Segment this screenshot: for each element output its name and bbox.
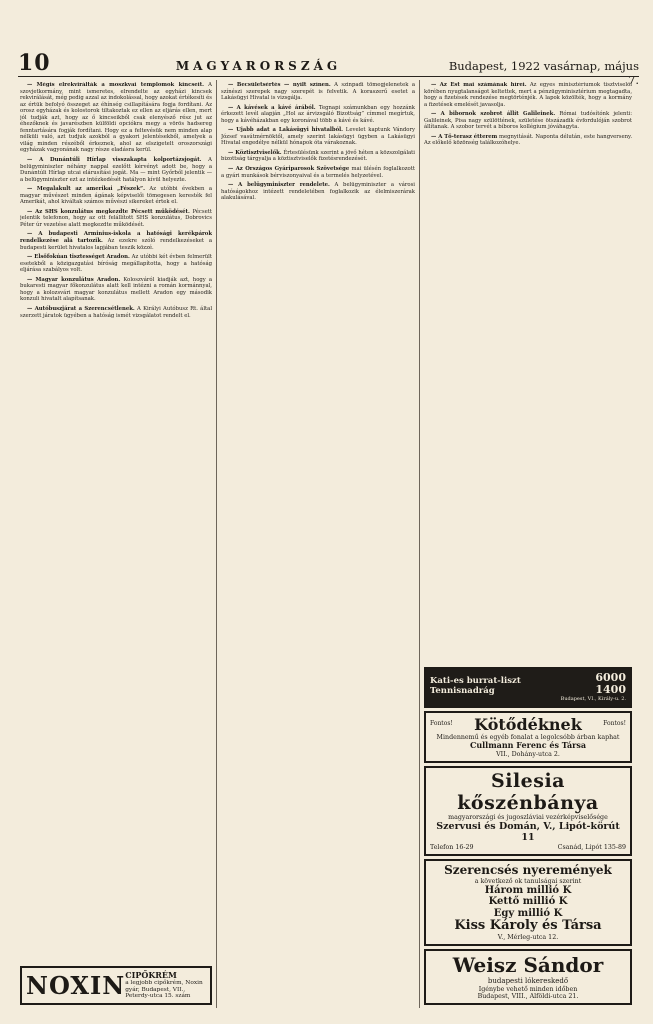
kotodeknek-label: Fontos! xyxy=(430,720,453,728)
szerencses-address: V., Mérleg-utca 12. xyxy=(497,934,559,942)
article xyxy=(20,306,212,319)
article-title: — Az Országos Gyáriparosok Szövetsége xyxy=(228,166,350,173)
silesia-firm: Szervusi és Domán, V., Lipót-körút 11 xyxy=(436,820,620,843)
kotodeknek-ad xyxy=(424,711,632,763)
article xyxy=(424,111,632,131)
column-divider xyxy=(419,80,420,1008)
kotodeknek-label2: Fontos! xyxy=(603,720,626,728)
article xyxy=(20,186,212,206)
article-title: — Köztisztviselők. xyxy=(228,149,282,156)
article xyxy=(20,277,212,303)
szerencses-main3: Egy millió K xyxy=(493,907,563,919)
article xyxy=(20,209,212,229)
article-body: Az utóbbi években a magyar művészet minden ágának képviselői tömegesen keresték fel Amerikát, ahol kiváltak számos művészi sikereket értek el. xyxy=(20,186,212,206)
szerencses-firm: Kiss Károly és Társa xyxy=(454,918,602,934)
kati-price1: 6000 xyxy=(595,670,626,684)
article-title: — A belügyminiszter rendelete. xyxy=(228,182,330,189)
column-3 xyxy=(424,82,632,1008)
kotodeknek-text: Mindennemű és egyéb fonalat a legolcsóbb árban kaphat xyxy=(436,734,620,742)
weisz-address: Budapest, VIII., Alföldi-utca 21. xyxy=(477,992,579,1000)
article-title: — A budapesti Arminius-iskola a hatósági kerékpárok rendelkezése alá tartozik. xyxy=(20,231,212,245)
article-body: Római tudósítónk jelenti: Galileinek, Pisa nagy szülöttének, születése ötszázadik évfordulóján szobrot állítanak. A szobor tervét a bíboros kollégium jóváhagyta. xyxy=(424,111,632,131)
ad-stack xyxy=(424,664,632,1008)
kotodeknek-headline: Kötődéknek xyxy=(474,714,582,734)
article xyxy=(20,231,212,251)
article-body: A szinpadi tömegjelenetek a színészi szerepek nagy szerepét is felvetik. A koraszerű esetet a Lakásügyi Hivatal is vizsgálja. xyxy=(221,82,415,102)
column-2 xyxy=(221,82,415,1008)
weisz-ad xyxy=(424,949,632,1005)
article-body: Levelet kaptunk Vándory József vasútmérnöktől, amely szerint lakásügyi ügyben a Lakásügyi Hivatal engedélye nélkül hónapok óta várakoznak. xyxy=(221,127,415,147)
article-body: Az utóbbi két évben felmerült esetekből a közigazgatási bíróság megállapította, hogy a hatóság eljárása szabályos volt. xyxy=(20,254,212,274)
article-body: Pécsett jelentik telefonon, hogy az ott felállított SHS konzulátus, Dobrovics Péter úr vezetése alatt megkezdte működését. xyxy=(20,208,212,228)
weisz-text: Igénybe vehető minden időben xyxy=(478,985,578,993)
article-body: mai ülésén foglalkozott a gyári munkások bérviszonyaival és a termelés helyzetével. xyxy=(221,166,415,179)
weisz-sub: budapesti lókereskedő xyxy=(487,977,569,986)
silesia-city: Csanád, Lipót 135-89 xyxy=(557,843,626,851)
silesia-sub: magyarországi és jugoszláviai vezérképviselősége xyxy=(448,814,608,822)
article-title: — Az SHS konzulátus megkezdte Pécsett működését. xyxy=(27,208,190,215)
article xyxy=(221,127,415,147)
article-title: — A kávések a kávé árából. xyxy=(228,104,316,111)
article xyxy=(424,134,632,147)
weisz-headline: Weisz Sándor xyxy=(452,953,604,978)
issue-date: Budapest, 1922 vasárnap, május 7. xyxy=(448,59,639,87)
article-title: — Elsőfokúan tisztességet Aradon. xyxy=(27,254,130,261)
article-body: A belügyminiszter a városi hatóságokhoz intézett rendeletében foglalkozik az élelmiszerárak alakulásával. xyxy=(221,182,415,202)
article xyxy=(424,82,632,108)
article-title: — Becsületsértés — nyílt színen. xyxy=(228,82,331,88)
article xyxy=(221,105,415,125)
article-body: Koloszváról kiadják azt, hogy a bukaresti magyar főkonzulátus alatt kell intézni a román kormánnyal, hogy a kolozsvári magyar konzulátus mellett Aradon egy második konzuli hivatalt alapítsanak. xyxy=(20,276,212,303)
szerencses-sub: a következő ok tanulságai szerint xyxy=(474,877,582,885)
article-body: Az ezekre szóló rendelkezéseket a budapesti kerület hivatalos lapjában teszik közzé. xyxy=(20,238,212,251)
article-title: — Ujabb adat a Lakásügyi hivatalból. xyxy=(228,127,344,134)
column-1 xyxy=(20,82,212,1008)
article xyxy=(221,182,415,202)
article-body: A belügyminiszter néhány nappal ezelőtt kérvényt adott be, hogy a Dunántúli Hírlap utcai elárusítási jogát. Ma — mint Győrből jelentik — a belügyminiszter ezt az intézkedését hatályon kívül helyezte. xyxy=(20,157,212,183)
noxin-headline: CIPŐKRÉM xyxy=(125,969,177,980)
article-body: A Királyi Autóbusz Rt. által szerzett járatok ügyében a hatóság ismét vizsgálatot rendelt el. xyxy=(20,305,212,319)
silesia-phone: Telefon 16-29 xyxy=(430,843,474,851)
article xyxy=(20,157,212,183)
szerencses-headline: Szerencsés nyeremények xyxy=(444,862,612,877)
page-number: 10 xyxy=(18,50,51,76)
article-title: — A Tő-terasz étterem xyxy=(431,133,498,140)
column-divider xyxy=(216,80,217,1008)
kati-line1: Kati-es burrat-liszt xyxy=(430,676,521,687)
article-body: Értesülésünk szerint a jövő héten a közszolgálati bizottság tárgyalja a köztisztviselők fizetésrendezését. xyxy=(221,149,415,163)
article xyxy=(221,82,415,102)
article-title: — Autóbuszjárat a Szerencsétlenek. xyxy=(27,305,135,312)
article-body: megnyitását. Naponta délután, este hangverseny. Az előkelő közönség találkozóhelye. xyxy=(424,133,632,147)
silesia-headline: Silesia kőszénbánya xyxy=(457,769,599,814)
szerencses-main2: Kettő millió K xyxy=(488,896,568,908)
szerencses-main: Három millió K xyxy=(484,884,572,896)
article xyxy=(20,254,212,274)
article-body: A szovjetkormány, mint ismeretes, elrendelte az egyházi kincsek rekvirálását, még pedig azzal az indokolással, hogy azokat értékesíti és az értük befolyó összeget az éhínség csillapítására fogja fordítani. Az orosz egyházak és kolostorok tiltakoztak ez ellen az eljárás ellen, mert jól tudják azt, hogy az ő kincseikből csak elenyésző rész jut az éhezőknek és javarészben külföldi opciókra megy a vörös hadsereg fenntartására fogják fordítani. Hogy ez a feltevésük nem minden alap nélküli való, azt tudjuk azokból a gyakori jelentésekből, amelyek a világ minden részéből érkeznek, ahol az elszigetelt oroszországi egyházak vagyonának nagy része eladásra kerül. xyxy=(20,82,212,154)
article-title: — A bibornok szobrot állít Galileinek. xyxy=(431,111,556,118)
article-title: — Az Est mai számának hírei. xyxy=(431,82,527,88)
article xyxy=(221,150,415,163)
kati-price2: 1400 xyxy=(595,683,626,697)
kati-ad xyxy=(424,667,632,708)
kati-note: Budapest, VI., Király-u. 2. xyxy=(560,695,626,702)
newspaper-title: MAGYARORSZÁG xyxy=(175,59,342,73)
article xyxy=(221,166,415,179)
masthead-rule xyxy=(18,76,639,77)
article-title: — Mégis elrekvirálták a moszkvai templomok kincseit. xyxy=(27,82,204,88)
article-title: — Magyar konzulátus Aradon. xyxy=(27,276,121,283)
article xyxy=(20,82,212,154)
silesia-ad xyxy=(424,766,632,856)
kati-line2: Tennisnadrág xyxy=(430,686,495,697)
szerencses-ad xyxy=(424,859,632,947)
article-title: — Megalakult az amerikai „Fészek”. xyxy=(27,186,145,193)
noxin-ad xyxy=(20,966,212,1005)
article-body: Az egyes minisztériumok tisztviselői körében nyugtalanságot keltettek, mert a pénzügyminisztérium megtagadta, hogy a fizetések rendezése megtörténjék. A lapok közölték, hogy a kormány a fizetések emelését javasolja. xyxy=(424,82,632,108)
noxin-brand: NOXIN xyxy=(26,970,126,1000)
kotodeknek-address: VII., Dohány-utca 2. xyxy=(496,750,560,758)
kotodeknek-firm: Cullmann Ferenc és Társa xyxy=(469,740,587,751)
article-title: — A Dunántúli Hírlap visszakapta kolportázsjogát. xyxy=(27,157,202,164)
noxin-text: a legjobb cipőkrém, Noxin gyár, Budapest, VII., Peterdy-utca 15. szám xyxy=(125,980,203,1000)
article-body: Tegnapi számunkban egy hozzánk érkezett levél alapján „Hol az árvizsgáló Bizottság” címmel megírtuk, hogy a kávéházakban egy koronával több a kávé és kávé. xyxy=(221,104,415,124)
